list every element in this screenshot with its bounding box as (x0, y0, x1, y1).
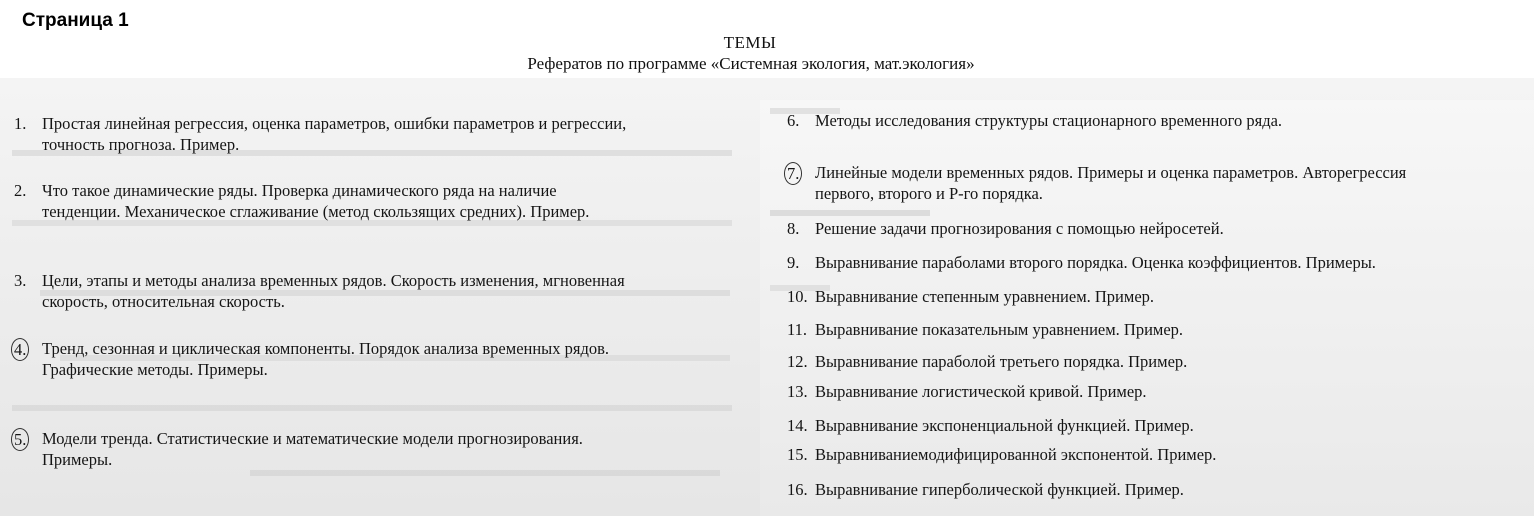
topic-text-line: Выравнивание логистической кривой. Пример. (815, 382, 1147, 401)
document-subtitle: Рефератов по программе «Системная экология, мат.экология» (527, 54, 975, 73)
topic-number: 6. (787, 111, 800, 130)
page-label: Страница 1 (22, 10, 129, 31)
topic-item (787, 444, 1216, 465)
topic-item (14, 113, 626, 155)
topic-text-line: точность прогноза. Пример. (42, 135, 240, 154)
topic-text-line: Выравнивание гиперболической функцией. Пример. (815, 480, 1184, 499)
topic-number: 3. (14, 271, 27, 290)
topic-text-line: Выравнивание показательным уравнением. Пример. (815, 320, 1184, 339)
topic-item (787, 415, 1194, 436)
topic-item (14, 180, 589, 222)
topic-number: 10. (787, 287, 808, 306)
topic-text-line: Простая линейная регрессия, оценка параметров, ошибки параметров и регрессии, (42, 114, 627, 133)
topic-item (787, 351, 1187, 372)
topic-text-line: первого, второго и Р-го порядка. (815, 184, 1043, 203)
topic-number: 14. (787, 416, 808, 435)
topic-text-line: Модели тренда. Статистические и математические модели прогнозирования. (42, 429, 583, 448)
topic-number: 11. (787, 320, 808, 339)
topic-text-line: Графические методы. Примеры. (42, 360, 268, 379)
topic-number: 13. (787, 382, 808, 401)
topic-number: 5. (11, 428, 29, 451)
topic-text-line: Тренд, сезонная и циклическая компоненты. Порядок анализа временных рядов. (42, 339, 610, 358)
topic-text-line: Методы исследования структуры стационарного временного ряда. (815, 111, 1283, 130)
topic-number: 12. (787, 352, 808, 371)
topic-number: 16. (787, 480, 808, 499)
topic-text-line: Выравниваниемодифицированной экспонентой. Пример. (815, 445, 1217, 464)
topic-number: 9. (787, 253, 800, 272)
topic-item (14, 428, 583, 470)
topic-number: 4. (11, 338, 29, 361)
topic-item (787, 218, 1224, 239)
topic-number: 7. (784, 162, 802, 185)
topic-number: 15. (787, 445, 808, 464)
topic-text-line: Выравнивание степенным уравнением. Пример. (815, 287, 1155, 306)
topic-text-line: Что такое динамические ряды. Проверка динамического ряда на наличие (42, 181, 557, 200)
topic-text-line: Примеры. (42, 450, 113, 469)
topic-item (787, 479, 1184, 500)
topic-number: 1. (14, 114, 27, 133)
topic-item (787, 110, 1282, 131)
topic-item (787, 319, 1183, 340)
topic-text-line: тенденции. Механическое сглаживание (метод скользящих средних). Пример. (42, 202, 590, 221)
topic-number: 8. (787, 219, 800, 238)
topic-item (787, 381, 1147, 402)
topic-text-line: Выравнивание параболами второго порядка. Оценка коэффициентов. Примеры. (815, 253, 1376, 272)
document-title: ТЕМЫ (723, 33, 777, 52)
topic-number: 2. (14, 181, 27, 200)
topic-item (787, 162, 1406, 204)
topic-text-line: Выравнивание параболой третьего порядка. Пример. (815, 352, 1188, 371)
topic-item (14, 270, 625, 312)
topic-text-line: Выравнивание экспоненциальной функцией. Пример. (815, 416, 1194, 435)
topic-text-line: скорость, относительная скорость. (42, 292, 285, 311)
topic-text-line: Решение задачи прогнозирования с помощью нейросетей. (815, 219, 1224, 238)
topic-item (787, 252, 1376, 273)
topic-item (787, 286, 1154, 307)
topic-item (14, 338, 609, 380)
topic-text-line: Линейные модели временных рядов. Примеры и оценка параметров. Авторегрессия (815, 163, 1407, 182)
topic-text-line: Цели, этапы и методы анализа временных рядов. Скорость изменения, мгновенная (42, 271, 625, 290)
